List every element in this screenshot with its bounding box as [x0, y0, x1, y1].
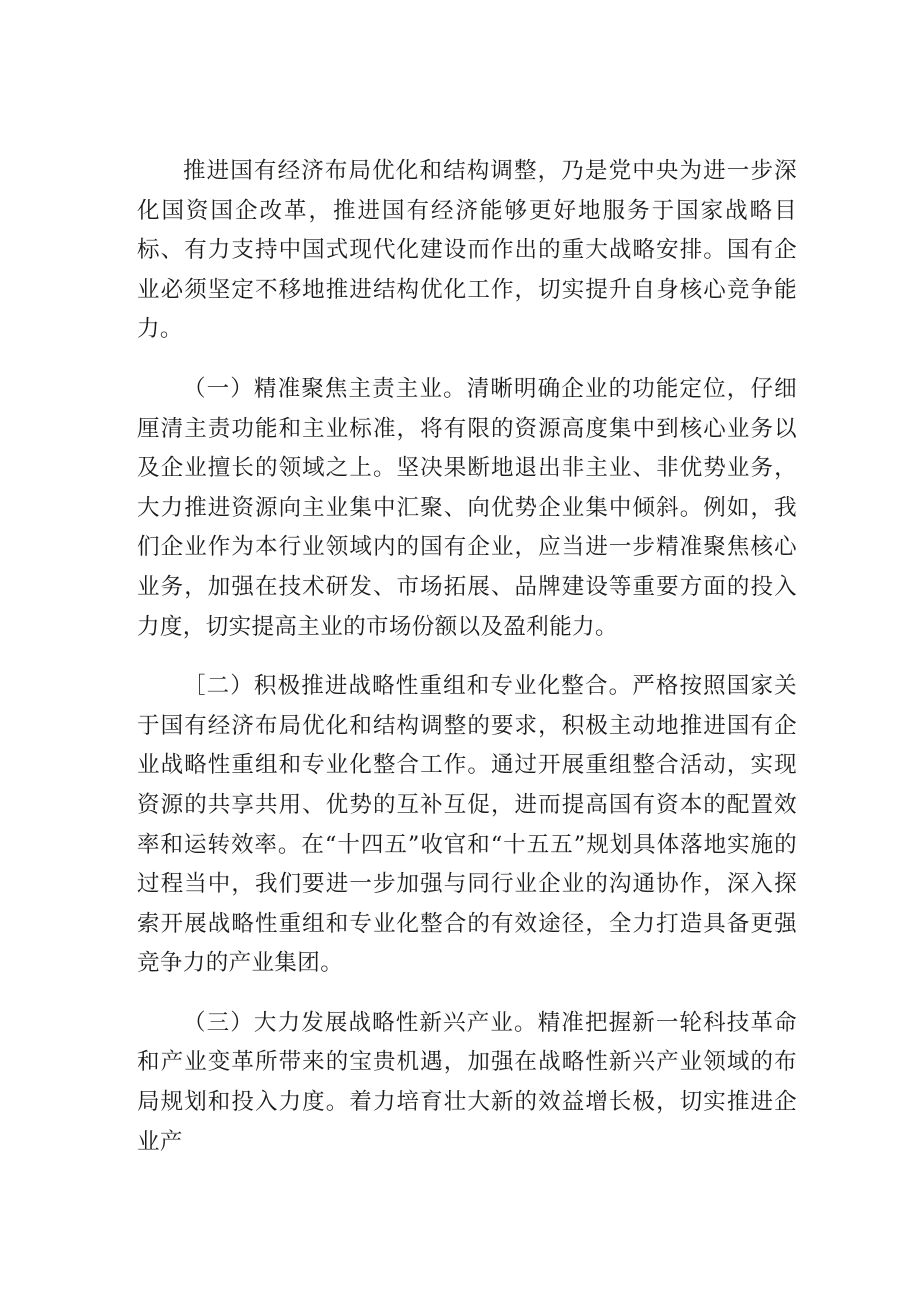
paragraph-section-3: （三）大力发展战略性新兴产业。精准把握新一轮科技革命和产业变革所带来的宝贵机遇，加强在战略性新兴产业领域的布局规划和投入力度。着力培育壮大新的效益增长极，切实推进企业产 — [137, 1009, 797, 1155]
paragraph-section-1: （一）精准聚焦主责主业。清晰明确企业的功能定位，仔细厘清主责功能和主业标准，将有限的资源高度集中到核心业务以及企业擅长的领域之上。坚决果断地退出非主业、非优势业务，大力推进资源向主业集中汇聚、向优势企业集中倾斜。例如，我们企业作为本行业领域内的国有企业，应当进一步精准聚焦核心业务，加强在技术研发、市场拓展、品牌建设等重要方面的投入力度，切实提高主业的市场份额以及盈利能力。 — [137, 375, 797, 640]
paragraph-intro: 推进国有经济布局优化和结构调整，乃是党中央为进一步深化国资国企改革，推进国有经济能够更好地服务于国家战略目标、有力支持中国式现代化建设而作出的重大战略安排。国有企业必须坚定不移地推进结构优化工作，切实提升自身核心竞争能力。 — [137, 158, 797, 343]
document-body — [137, 152, 797, 1182]
paragraph-section-2: ［二）积极推进战略性重组和专业化整合。严格按照国家关于国有经济布局优化和结构调整的要求，积极主动地推进国有企业战略性重组和专业化整合工作。通过开展重组整合活动，实现资源的共享共用、优势的互补互促，进而提高国有资本的配置效率和运转效率。在“十四五”收官和“十五五”规划具体落地实施的过程当中，我们要进一步加强与同行业企业的沟通协作，深入探索开展战略性重组和专业化整合的有效途径，全力打造具备更强竞争力的产业集团。 — [137, 673, 797, 977]
